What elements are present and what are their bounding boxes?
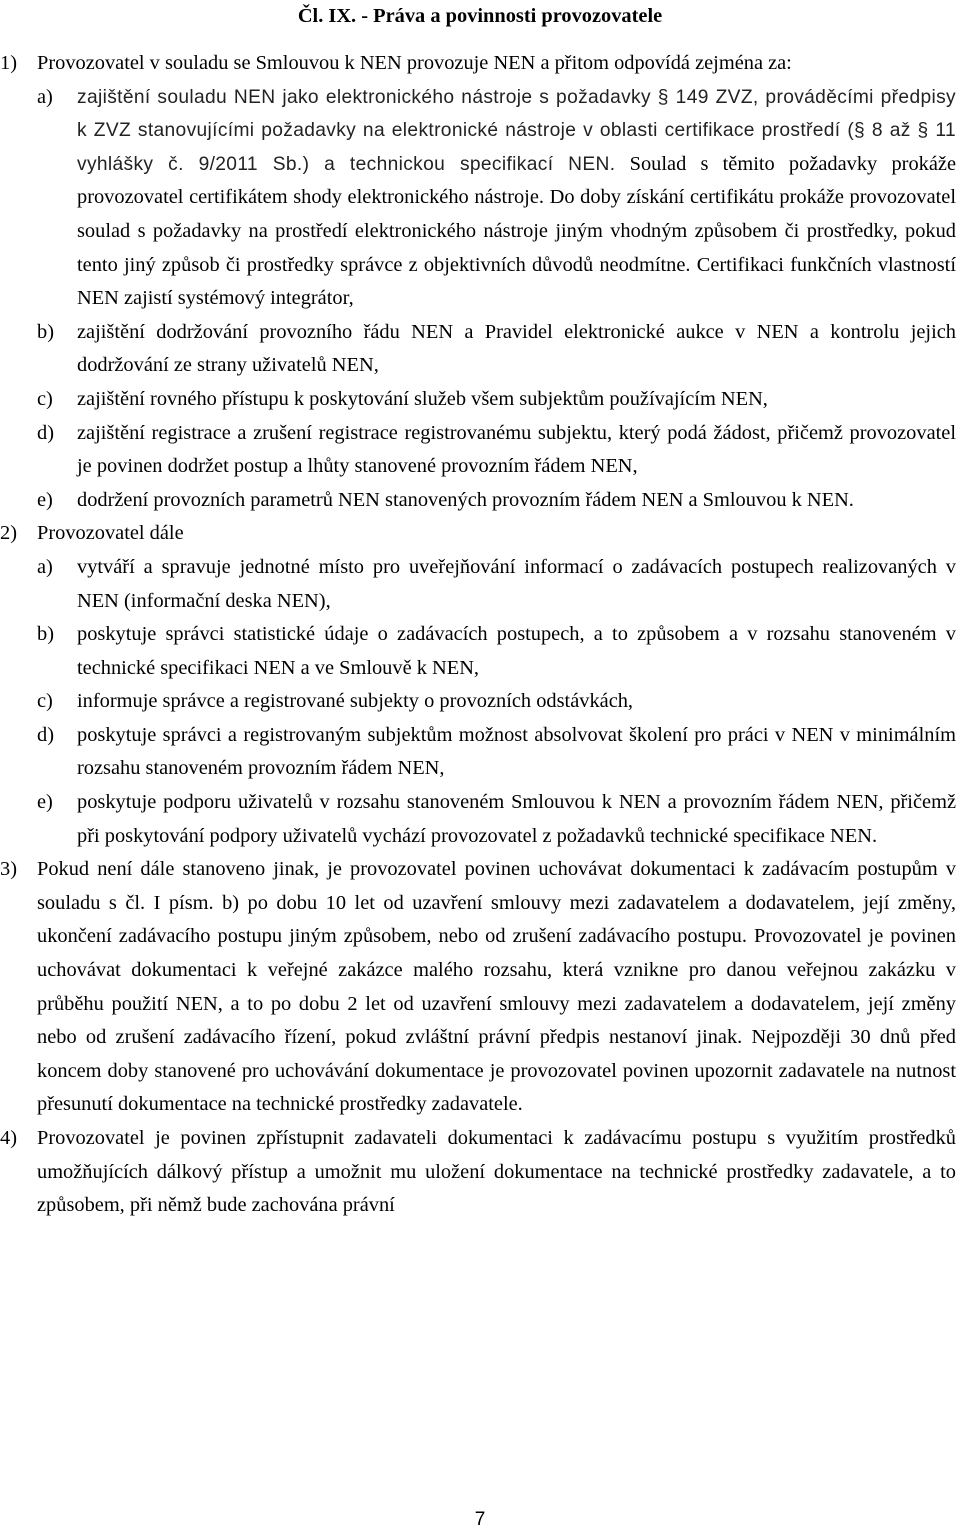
point-3 [0, 853, 956, 1122]
page-number: 7 [474, 1509, 486, 1530]
point-1-item-c-text: zajištění rovného přístupu k poskytování služeb všem subjektům používajícím NEN, [77, 387, 768, 410]
point-2-item-c [0, 685, 956, 719]
point-2-item-c-text: informuje správce a registrované subjekty o provozních odstávkách, [77, 690, 634, 713]
point-3-text: Pokud není dále stanoveno jinak, je provozovatel povinen uchovávat dokumentaci k zadávacím postupům v souladu s čl. I písm. b) po dobu 10 let od uzavření smlouvy mezi zadavatelem a dodavatelem, její změny, ukončení zadávacího postupu jiným způsobem, nebo od zrušení zadávacího postupu. Provozovatel je povinen uchovávat dokumentaci k veřejné zakázce malého rozsahu, která vznikne pro danou veřejnou zakázku v průběhu použití NEN, a to po dobu 2 let od uzavření smlouvy mezi zadavatelem a dodavatelem, její změny nebo od zrušení zadávacího řízení, pokud zvláštní právní předpis nestanoví jinak. Nejpozději 30 dnů před koncem doby stanovené pro uchovávání dokumentace je provozovatel povinen upozornit zadavatele na nutnost přesunutí dokumentace na technické prostředky zadavatele. [37, 858, 956, 1116]
point-2-item-e-text: poskytuje podporu uživatelů v rozsahu stanoveném Smlouvou k NEN a provozním řádem NEN, přičemž při poskytování podpory uživatelů vychází provozovatel z požadavků technické specifikace NEN. [77, 791, 956, 847]
point-1-item-e [0, 484, 956, 518]
point-2-item-a-marker: a) [37, 555, 53, 578]
point-2-item-c-marker: c) [37, 690, 53, 713]
point-2-text: Provozovatel dále [37, 522, 184, 545]
point-2-item-b-text: poskytuje správci statistické údaje o zadávacích postupech, a to způsobem a v rozsahu stanoveném v technické specifikaci NEN a ve Smlouvě k NEN, [77, 623, 956, 679]
point-2-item-d [0, 719, 956, 786]
point-1-marker: 1) [0, 52, 17, 74]
article-body [0, 47, 956, 1223]
point-2-item-e [0, 786, 956, 853]
point-4-text: Provozovatel je povinen zpřístupnit zadavateli dokumentaci k zadávacímu postupu s využitím prostředků umožňujících dálkový přístup a umožnit mu uložení dokumentace na technické prostředky zadavatele, a to způsobem, při němž bude zachována právní [37, 1127, 956, 1217]
point-1-item-a-marker: a) [37, 85, 53, 108]
point-1-text: Provozovatel v souladu se Smlouvou k NEN provozuje NEN a přitom odpovídá zejména za: [37, 52, 792, 74]
point-1-item-e-text: dodržení provozních parametrů NEN stanovených provozním řádem NEN a Smlouvou k NEN. [77, 488, 854, 511]
point-2 [0, 517, 956, 551]
point-2-item-e-marker: e) [37, 791, 53, 814]
point-1-item-b-marker: b) [37, 320, 54, 343]
point-2-marker: 2) [0, 522, 17, 545]
point-2-item-d-text: poskytuje správci a registrovaným subjektům možnost absolvovat školení pro práci v NEN v minimálním rozsahu stanoveném provozním řádem NEN, [77, 723, 956, 780]
point-1-item-a-text: Soulad s těmito požadavky prokáže provozovatel certifikátem shody elektronického nástroje. Do doby získání certifikátu prokáže provozovatel soulad s požadavky na prostředí elektronického nástroje jiným vhodným způsobem či prostředky, pokud tento jiný způsob či prostředky správce z objektivních důvodů neodmítne. Certifikaci funkčních vlastností NEN zajistí systémový integrátor, [77, 152, 956, 310]
point-3-marker: 3) [0, 858, 17, 881]
point-1-item-e-marker: e) [37, 488, 53, 511]
point-1-item-c [0, 383, 956, 417]
point-1-item-b-text: zajištění dodržování provozního řádu NEN a Pravidel elektronické aukce v NEN a kontrolu jejich dodržování ze strany uživatelů NEN, [77, 320, 956, 377]
point-2-item-a [0, 551, 956, 618]
point-4-marker: 4) [0, 1127, 17, 1149]
point-2-item-d-marker: d) [37, 723, 54, 746]
point-1-item-a-sans-text: zajištění souladu NEN jako elektronického nástroje s požadavky § 149 ZVZ, prováděcími předpisy k ZVZ stanovujícími požadavky na elektronické nástroje v oblasti certifikace prostředí (§ 8 až § 11 vyhlášky č. 9/2011 Sb.) a technickou specifikací NEN. [77, 86, 956, 175]
point-1-item-d-text: zajištění registrace a zrušení registrace registrovanému subjektu, který podá žádost, přičemž provozovatel je povinen dodržet postup a lhůty stanovené provozním řádem NEN, [77, 421, 956, 478]
point-2-item-b-marker: b) [37, 623, 54, 646]
point-4 [0, 1122, 956, 1223]
article-title: Čl. IX. - Práva a povinnosti provozovatele [297, 5, 663, 27]
point-1-item-d [0, 417, 956, 484]
point-1-item-a [0, 81, 956, 316]
point-1-item-d-marker: d) [37, 421, 54, 444]
point-1-item-c-marker: c) [37, 387, 53, 410]
point-2-item-a-text: vytváří a spravuje jednotné místo pro uveřejňování informací o zadávacích postupech realizovaných v NEN (informační deska NEN), [77, 555, 956, 612]
point-1-item-b [0, 316, 956, 383]
point-1 [0, 47, 956, 81]
point-2-item-b [0, 618, 956, 685]
